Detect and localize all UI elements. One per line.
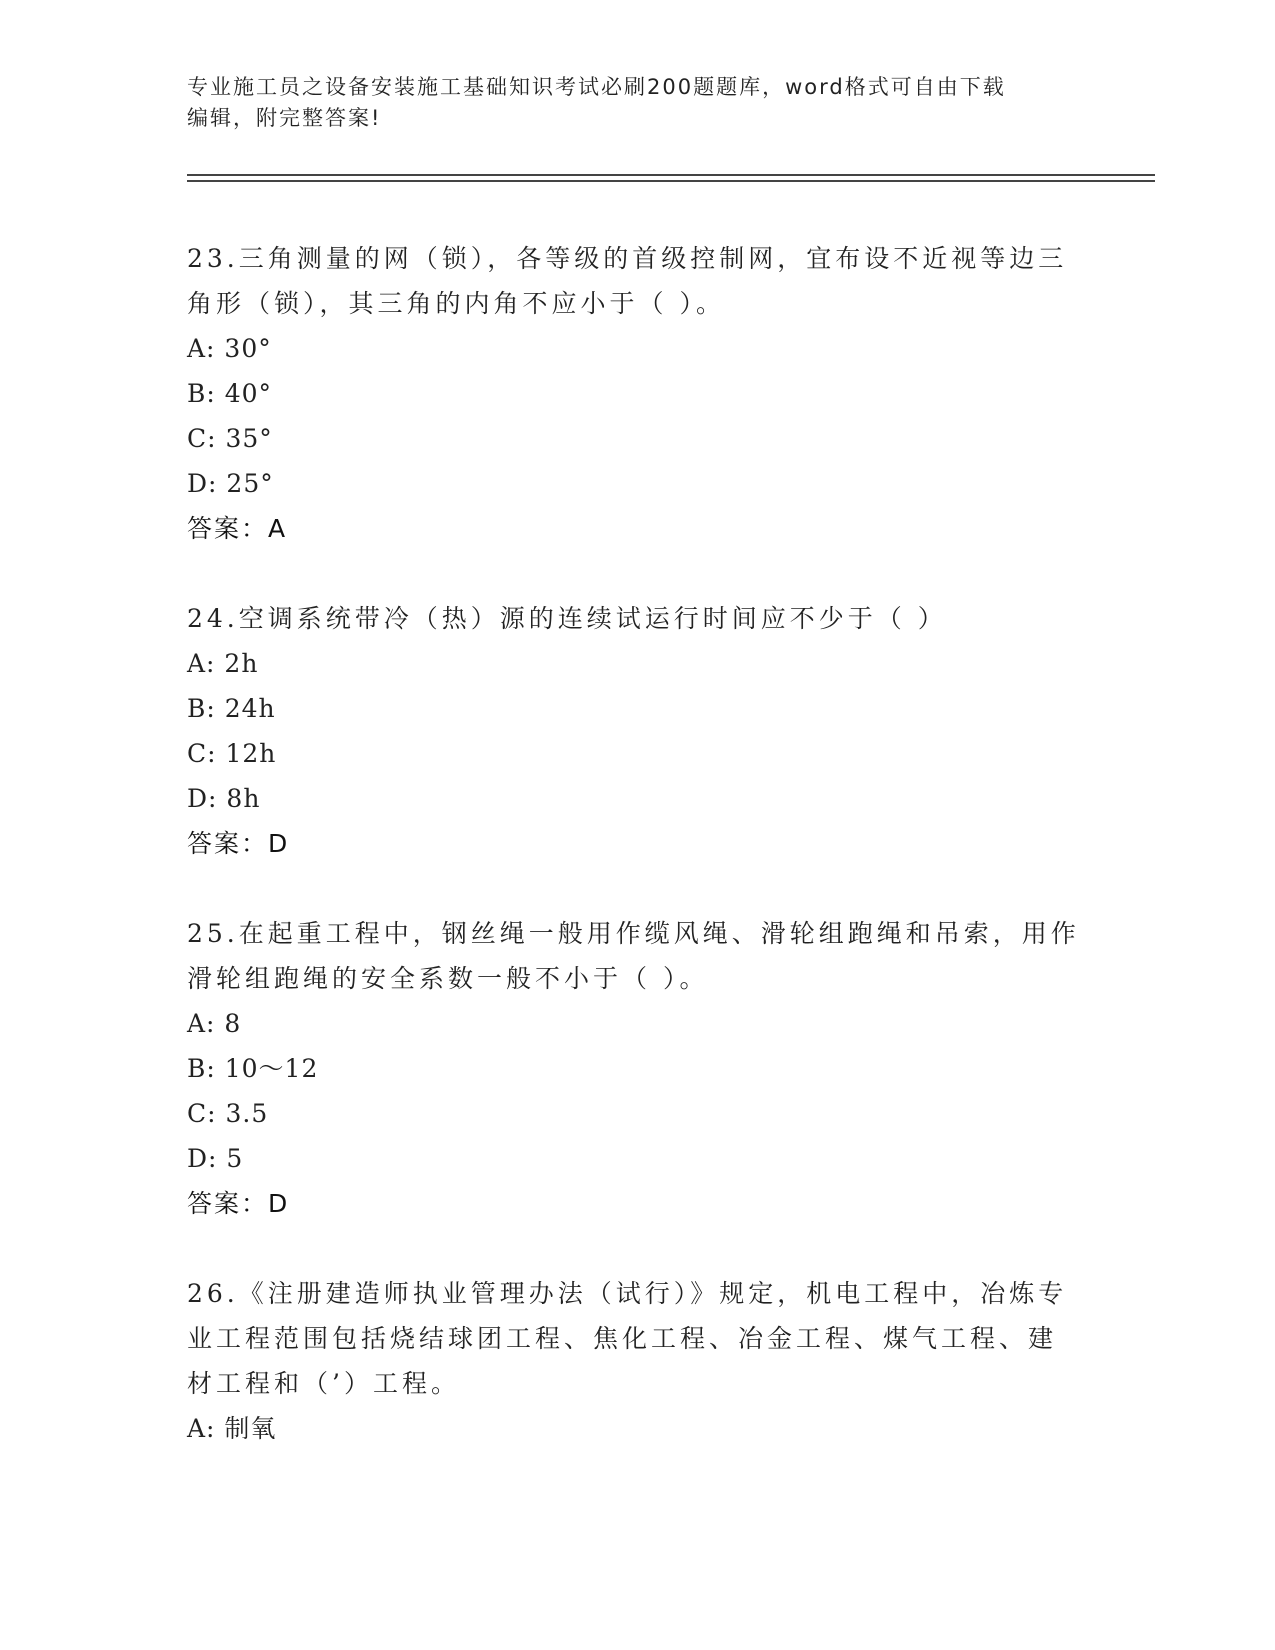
question-24 [187,596,1087,866]
option-b: B: 10～12 [187,1054,319,1083]
option-c: C: 12h [187,739,277,768]
option-c: C: 35° [187,424,273,453]
question-text-line: 24.空调系统带冷（热）源的连续试运行时间应不少于（ ） [187,604,947,633]
document-header [187,72,1067,134]
question-text-line: 25.在起重工程中，钢丝绳一般用作缆风绳、滑轮组跑绳和吊索，用作 [187,919,1080,948]
answer-line: 答案：D [187,1189,290,1218]
option-b: B: 24h [187,694,276,723]
question-text-line: 23.三角测量的网（锁），各等级的首级控制网，宜布设不近视等边三 [187,244,1068,273]
option-d: D: 25° [187,469,274,498]
answer-line: 答案：D [187,829,290,858]
question-26 [187,1271,1087,1451]
question-25 [187,911,1087,1226]
question-text-line: 角形（锁），其三角的内角不应小于（ ）。 [187,289,725,318]
question-text-line: 材工程和（’）工程。 [187,1369,460,1398]
header-line-2: 编辑，附完整答案! [187,106,382,130]
option-b: B: 40° [187,379,273,408]
question-23 [187,236,1087,551]
header-line-1: 专业施工员之设备安装施工基础知识考试必刷200题题库，word格式可自由下载 [187,75,1006,99]
option-d: D: 5 [187,1144,244,1173]
option-d: D: 8h [187,784,261,813]
option-a: A: 30° [187,334,272,363]
option-a: A: 8 [187,1009,242,1038]
option-c: C: 3.5 [187,1099,269,1128]
option-a: A: 2h [187,649,259,678]
answer-line: 答案：A [187,514,288,543]
option-a: A: 制氧 [187,1414,277,1443]
question-text-line: 业工程范围包括烧结球团工程、焦化工程、冶金工程、煤气工程、建 [187,1324,1058,1353]
header-divider-bottom [187,180,1155,182]
header-divider-top [187,174,1155,176]
question-text-line: 26.《注册建造师执业管理办法（试行）》规定，机电工程中，冶炼专 [187,1279,1068,1308]
question-text-line: 滑轮组跑绳的安全系数一般不小于（ ）。 [187,964,709,993]
question-list [187,236,1087,1496]
